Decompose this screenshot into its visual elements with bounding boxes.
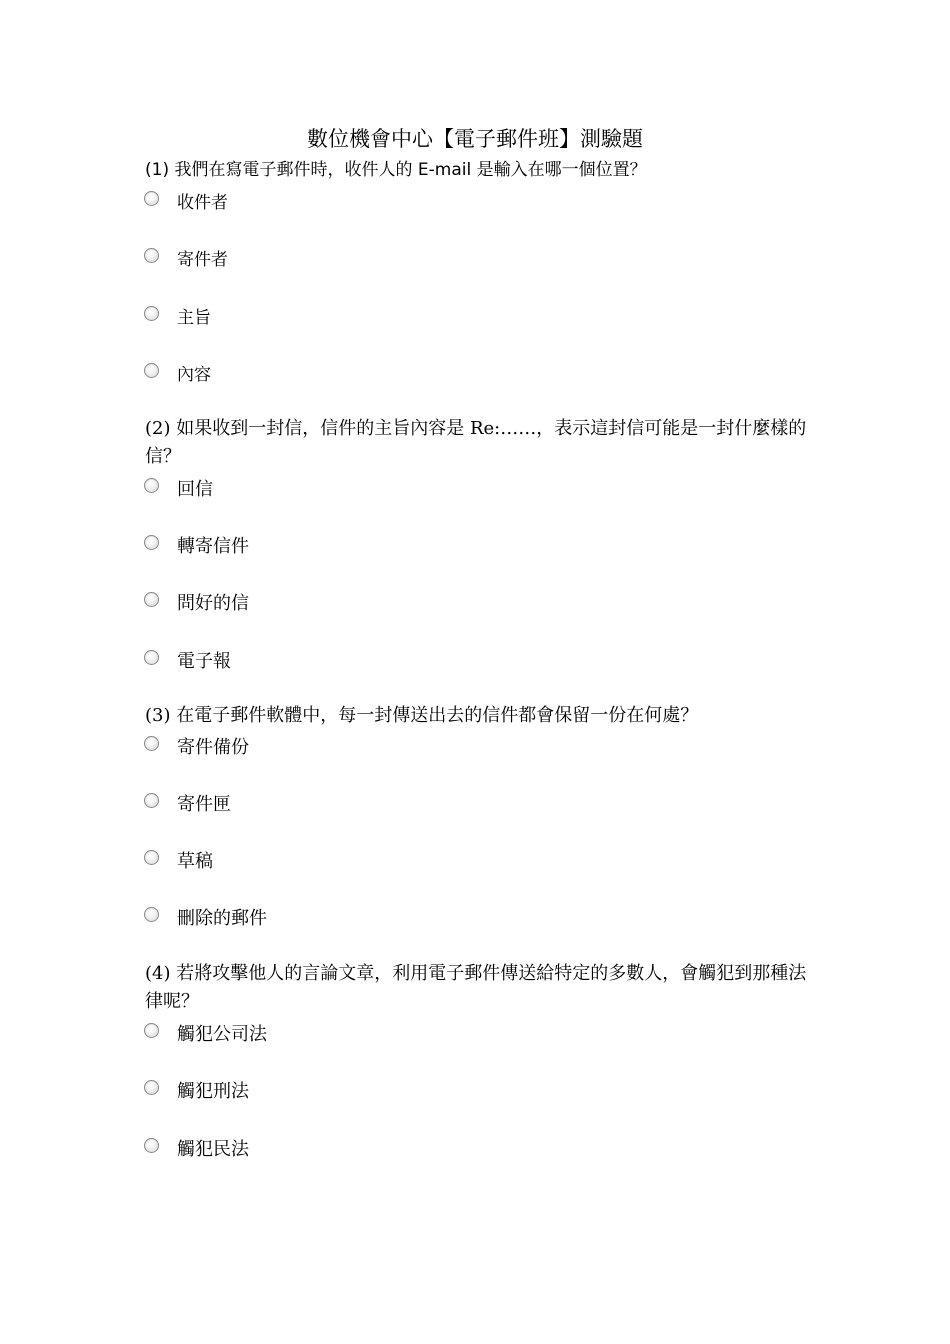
option-label: 轉寄信件 xyxy=(177,536,249,557)
question-2-option-4[interactable] xyxy=(144,650,544,684)
question-4-text: (4) 若將攻擊他人的言論文章，利用電子郵件傳送給特定的多數人，會觸犯到那種法律呢？ xyxy=(145,963,807,1012)
option-label: 觸犯公司法 xyxy=(177,1024,267,1045)
radio-button[interactable] xyxy=(144,306,159,321)
option-label: 觸犯刑法 xyxy=(177,1081,249,1102)
option-label: 主旨 xyxy=(177,308,211,328)
radio-button[interactable] xyxy=(144,535,159,550)
radio-button[interactable] xyxy=(144,191,159,206)
question-3-option-3[interactable] xyxy=(144,850,544,884)
option-label: 寄件匣 xyxy=(177,794,231,815)
question-4-option-3[interactable] xyxy=(144,1138,544,1172)
question-3-option-4[interactable] xyxy=(144,907,544,941)
option-label: 觸犯民法 xyxy=(177,1139,249,1160)
page-title: 數位機會中心【電子郵件班】測驗題 xyxy=(307,127,643,151)
question-3-option-2[interactable] xyxy=(144,793,544,827)
radio-button[interactable] xyxy=(144,1138,159,1153)
option-label: 收件者 xyxy=(177,193,228,213)
radio-button[interactable] xyxy=(144,736,159,751)
question-1-option-1[interactable] xyxy=(144,191,544,225)
question-2-option-3[interactable] xyxy=(144,592,544,626)
question-2-option-1[interactable] xyxy=(144,478,544,512)
radio-button[interactable] xyxy=(144,248,159,263)
question-3-option-1[interactable] xyxy=(144,736,544,770)
question-1-text: (1) 我們在寫電子郵件時，收件人的 E-mail 是輸入在哪一個位置？ xyxy=(145,160,647,180)
radio-button[interactable] xyxy=(144,1023,159,1038)
question-1-option-2[interactable] xyxy=(144,248,544,282)
question-2-text: (2) 如果收到一封信，信件的主旨內容是 Re:……，表示這封信可能是一封什麼樣的信？ xyxy=(145,418,807,467)
question-1-option-4[interactable] xyxy=(144,363,544,397)
option-label: 電子報 xyxy=(177,651,231,672)
radio-button[interactable] xyxy=(144,907,159,922)
question-1-option-3[interactable] xyxy=(144,306,544,340)
question-4-option-1[interactable] xyxy=(144,1023,544,1057)
question-4-option-2[interactable] xyxy=(144,1080,544,1114)
radio-button[interactable] xyxy=(144,478,159,493)
question-2-option-2[interactable] xyxy=(144,535,544,569)
option-label: 內容 xyxy=(177,365,211,385)
radio-button[interactable] xyxy=(144,793,159,808)
option-label: 寄件者 xyxy=(177,250,228,270)
radio-button[interactable] xyxy=(144,1080,159,1095)
radio-button[interactable] xyxy=(144,850,159,865)
option-label: 問好的信 xyxy=(177,593,249,614)
option-label: 刪除的郵件 xyxy=(177,908,267,929)
option-label: 回信 xyxy=(177,479,213,500)
radio-button[interactable] xyxy=(144,592,159,607)
radio-button[interactable] xyxy=(144,650,159,665)
radio-button[interactable] xyxy=(144,363,159,378)
option-label: 草稿 xyxy=(177,851,213,872)
option-label: 寄件備份 xyxy=(177,737,249,758)
question-3-text: (3) 在電子郵件軟體中，每一封傳送出去的信件都會保留一份在何處？ xyxy=(145,705,699,726)
